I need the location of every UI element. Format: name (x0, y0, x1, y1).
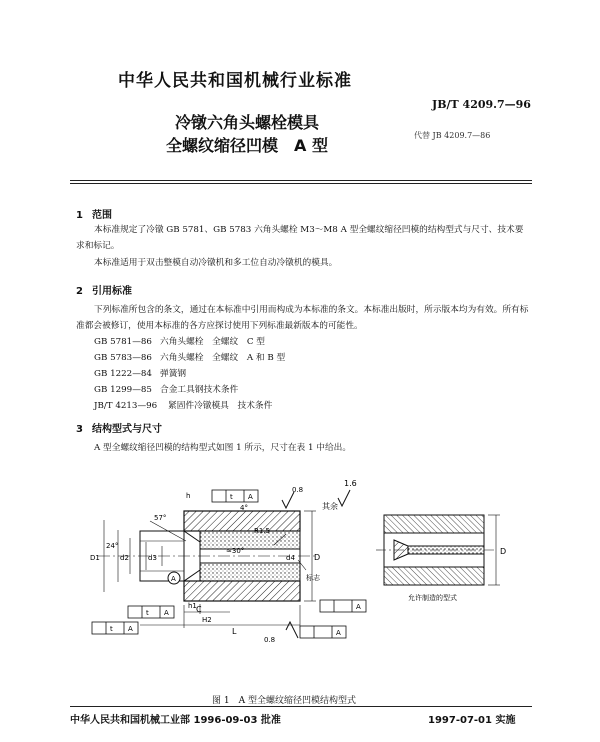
label-c: C (196, 605, 202, 614)
label-tolerance-top-datum: A (248, 493, 253, 501)
reference-code: JB/T 4213—96 (94, 401, 158, 411)
reference-name: 合金工具钢技术条件 (160, 385, 239, 395)
header-rule-bottom (70, 183, 532, 184)
reference-name: 六角头螺栓 全螺纹 A 和 B 型 (160, 353, 286, 363)
section-1-para-2-text: 本标准适用于双击整模自动冷镦机和多工位自动冷镦机的模具。 (94, 258, 338, 268)
section-1-number: 1 (76, 210, 83, 221)
reference-code: GB 1299—85 (94, 385, 152, 395)
section-2-heading (76, 282, 132, 297)
label-l: L (232, 627, 237, 636)
footer-rule (70, 706, 532, 707)
standard-type: 中华人民共和国机械行业标准 (118, 71, 352, 91)
label-roughness-b: 0.8 (264, 636, 276, 644)
footer-effective: 1997-07-01 实施 (428, 715, 516, 726)
label-h2: H2 (202, 616, 212, 624)
reference-list (94, 334, 285, 414)
label-tolerance-mid-datum: A (164, 609, 169, 617)
label-tolerance-top: t (230, 493, 233, 501)
alternative-view (376, 515, 500, 585)
footer-approval: 中华人民共和国机械工业部 1996-09-03 批准 (70, 715, 281, 726)
figure-1-drawing (0, 470, 600, 690)
section-2-title: 引用标准 (92, 286, 132, 297)
title-line1: 冷镦六角头螺栓模具 (175, 113, 320, 132)
section-1-title: 范围 (92, 210, 112, 221)
label-tolerance-low: t (110, 625, 113, 633)
standard-code: JB/T 4209.7—96 (432, 98, 531, 111)
label-tolerance-low-datum: A (128, 625, 133, 633)
label-roughness-rest-text: 其余 (322, 502, 338, 511)
section-1-heading (76, 206, 112, 221)
section-1-para-1-text: 本标准规定了冷镦 GB 5781、GB 5783 六角头螺栓 M3～M8 A 型全螺纹缩径凹模的结构型式与尺寸、技术要求和标记。 (76, 225, 524, 251)
section-3-para-1-text: A 型全螺纹缩径凹模的结构型式如图 1 所示，尺寸在表 1 中给出。 (94, 443, 352, 453)
section-1-para-2 (76, 255, 531, 271)
label-alt-d: D (500, 547, 507, 556)
label-d: D (314, 553, 321, 562)
replaces-note: 代替 JB 4209.7—86 (414, 131, 491, 140)
section-1-para-1 (76, 222, 531, 254)
label-roughness-rest-value: 1.6 (344, 479, 357, 488)
title-line2: 全螺纹缩径凹模 A 型 (166, 136, 328, 155)
reference-item (94, 366, 285, 382)
label-datum-a: A (171, 575, 176, 583)
reference-item (94, 382, 285, 398)
main-section-view (92, 490, 366, 638)
reference-item (94, 350, 285, 366)
reference-name: 弹簧钢 (160, 369, 187, 379)
header-rule-top (70, 180, 532, 181)
label-tolerance-mid: t (146, 609, 149, 617)
section-3-para-1 (76, 440, 531, 456)
label-angle-57: 57° (154, 514, 167, 522)
label-angle-4: 4° (240, 504, 248, 512)
alt-view-caption: 允许制造的型式 (408, 594, 457, 602)
label-tolerance-right-datum: A (356, 603, 361, 611)
section-3-number: 3 (76, 424, 83, 435)
reference-name: 紧固件冷镦模具 技术条件 (168, 401, 273, 411)
figure-1-caption: 图 1 A 型全螺纹缩径凹模结构型式 (212, 696, 356, 706)
label-approx-30: ≈30° (226, 547, 245, 555)
label-d4: d4 (286, 554, 295, 562)
section-3-title: 结构型式与尺寸 (92, 424, 162, 435)
label-roughness-a: 0.8 (292, 486, 304, 494)
label-d2: d2 (120, 554, 129, 562)
label-marking: 标志 (306, 574, 320, 582)
reference-code: GB 1222—84 (94, 369, 152, 379)
label-d1: D1 (90, 554, 100, 562)
label-r15: R1.5 (254, 527, 270, 535)
reference-name: 六角头螺栓 全螺纹 C 型 (160, 337, 265, 347)
label-tolerance-right-low-datum: A (336, 629, 341, 637)
section-2-number: 2 (76, 286, 83, 297)
label-d3: d3 (148, 554, 157, 562)
reference-code: GB 5781—86 (94, 337, 152, 347)
label-angle-24: 24° (106, 542, 119, 550)
section-2-para-1 (76, 302, 531, 334)
section-2-para-1-text: 下列标准所包含的条文，通过在本标准中引用而构成为本标准的条文。本标准出版时，所示版本均为有效。所有标准都会被修订，使用本标准的各方应探讨使用下列标准最新版本的可能性。 (76, 305, 529, 331)
reference-item (94, 334, 285, 350)
label-h: h (186, 492, 191, 500)
label-h1: h1 (188, 602, 197, 610)
reference-item (94, 398, 285, 414)
reference-code: GB 5783—86 (94, 353, 152, 363)
section-3-heading (76, 420, 162, 435)
